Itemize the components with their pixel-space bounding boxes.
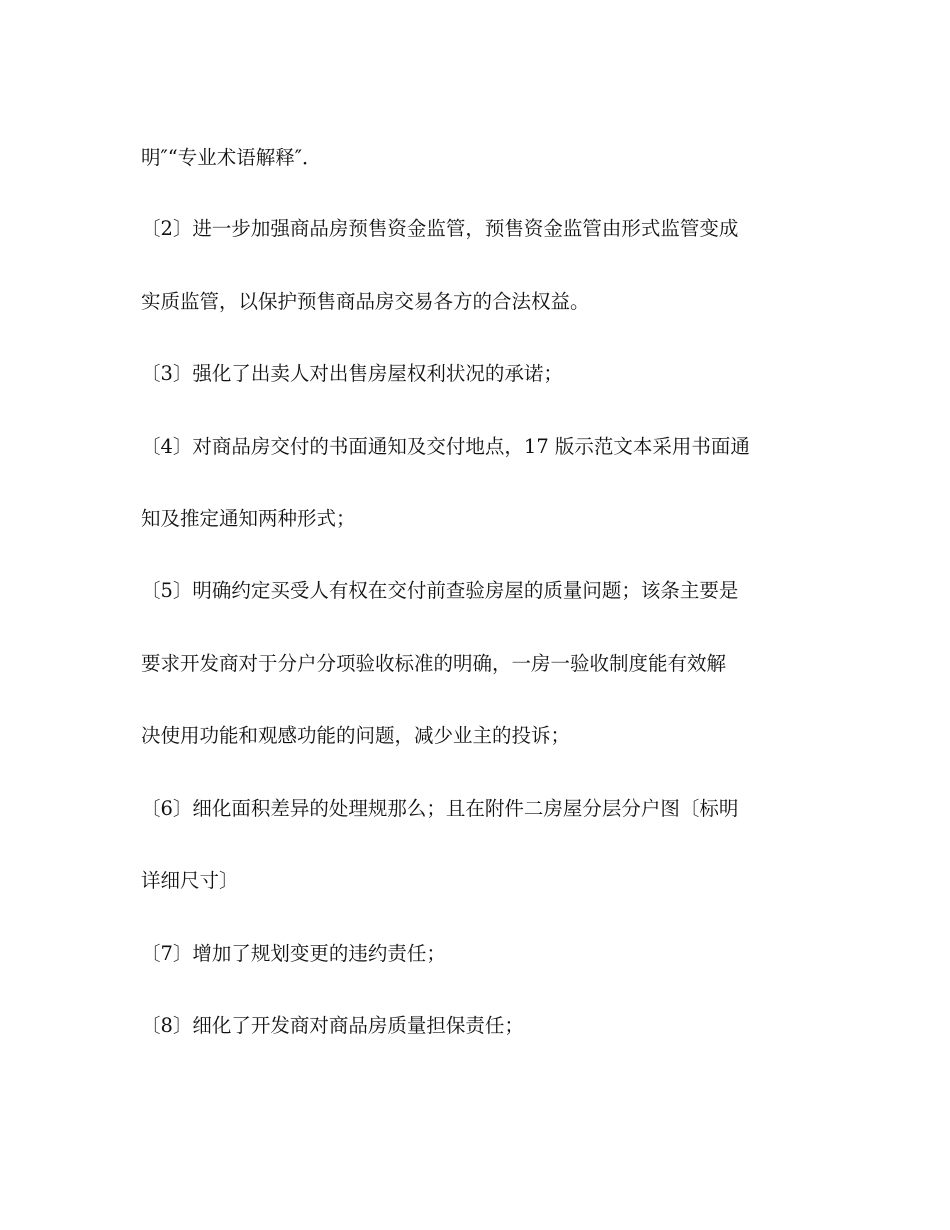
text-line-5: 〔4〕对商品房交付的书面通知及交付地点，17 版示范文本采用书面通 <box>141 435 750 458</box>
text-line-8: 要求开发商对于分户分项验收标准的明确，一房一验收制度能有效解 <box>141 652 727 675</box>
text-line-2: 〔2〕进一步加强商品房预售资金监管，预售资金监管由形式监管变成 <box>141 217 739 240</box>
text-line-3: 实质监管，以保护预售商品房交易各方的合法权益。 <box>141 290 590 313</box>
text-line-1: 明″“专业术语解释″． <box>141 146 322 169</box>
text-line-4: 〔3〕强化了出卖人对出售房屋权利状况的承诺； <box>141 362 563 385</box>
text-line-10: 〔6〕细化面积差异的处理规那么；且在附件二房屋分层分户图〔标明 <box>141 797 739 820</box>
text-line-12: 〔7〕增加了规划变更的违约责任； <box>141 942 446 965</box>
text-line-7: 〔5〕明确约定买受人有权在交付前查验房屋的质量问题；该条主要是 <box>141 579 739 602</box>
text-line-6: 知及推定通知两种形式； <box>141 507 356 530</box>
text-line-11: 详细尺寸〕 <box>141 869 239 892</box>
text-line-9: 决使用功能和观感功能的问题，减少业主的投诉； <box>141 724 571 747</box>
text-line-13: 〔8〕细化了开发商对商品房质量担保责任； <box>141 1014 524 1037</box>
